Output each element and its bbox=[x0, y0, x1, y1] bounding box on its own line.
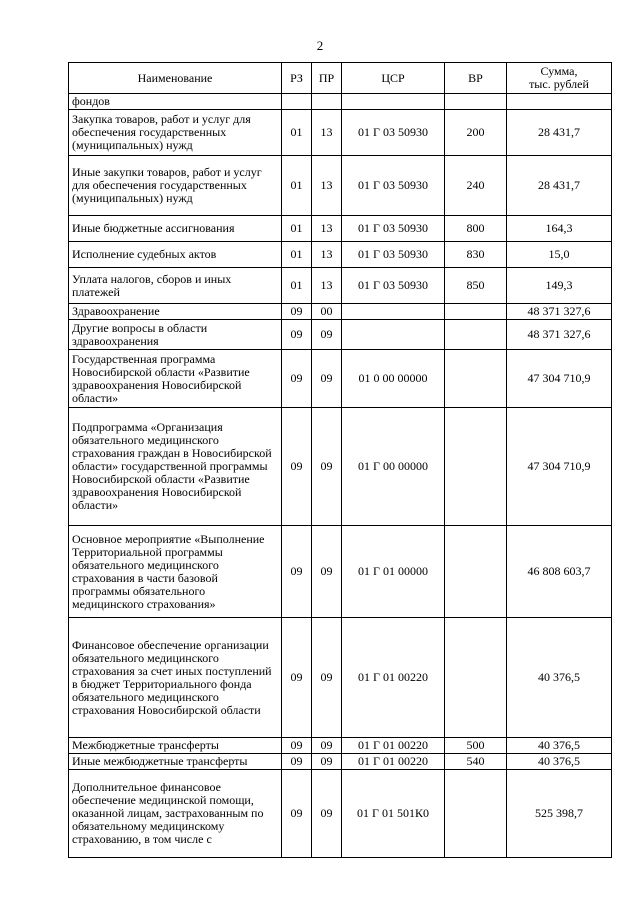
row-sum: 40 376,5 bbox=[507, 618, 612, 738]
table-row bbox=[69, 408, 612, 526]
row-name: Иные бюджетные ассигнования bbox=[69, 216, 282, 242]
row-pr: 09 bbox=[312, 526, 342, 618]
row-vr bbox=[445, 526, 507, 618]
row-pr: 09 bbox=[312, 738, 342, 754]
row-name: Здравоохранение bbox=[69, 304, 282, 320]
table-row bbox=[69, 320, 612, 350]
row-name: Исполнение судебных актов bbox=[69, 242, 282, 268]
budget-table bbox=[68, 62, 612, 858]
row-sum bbox=[507, 94, 612, 110]
row-name: Иные межбюджетные трансферты bbox=[69, 754, 282, 770]
header-vr: ВР bbox=[445, 63, 507, 94]
row-pr: 09 bbox=[312, 770, 342, 858]
table-row bbox=[69, 268, 612, 304]
row-sum: 48 371 327,6 bbox=[507, 320, 612, 350]
table-row bbox=[69, 618, 612, 738]
row-vr bbox=[445, 320, 507, 350]
row-sum: 47 304 710,9 bbox=[507, 408, 612, 526]
row-rz: 09 bbox=[282, 618, 312, 738]
row-sum: 15,0 bbox=[507, 242, 612, 268]
row-rz: 01 bbox=[282, 242, 312, 268]
row-rz: 09 bbox=[282, 320, 312, 350]
row-csr: 01 Г 01 00000 bbox=[342, 526, 445, 618]
row-sum: 28 431,7 bbox=[507, 156, 612, 216]
header-name: Наименование bbox=[69, 63, 282, 94]
row-vr: 830 bbox=[445, 242, 507, 268]
row-csr bbox=[342, 304, 445, 320]
table-row bbox=[69, 526, 612, 618]
row-sum: 40 376,5 bbox=[507, 738, 612, 754]
row-csr: 01 Г 01 00220 bbox=[342, 618, 445, 738]
row-csr: 01 Г 03 50930 bbox=[342, 110, 445, 156]
header-csr: ЦСР bbox=[342, 63, 445, 94]
table-row bbox=[69, 156, 612, 216]
table-row bbox=[69, 94, 612, 110]
header-rz: РЗ bbox=[282, 63, 312, 94]
row-name: Другие вопросы в области здравоохранения bbox=[69, 320, 282, 350]
row-csr: 01 Г 01 00220 bbox=[342, 754, 445, 770]
table-row bbox=[69, 738, 612, 754]
row-name: Уплата налогов, сборов и иных платежей bbox=[69, 268, 282, 304]
row-rz: 09 bbox=[282, 304, 312, 320]
row-sum: 525 398,7 bbox=[507, 770, 612, 858]
row-pr: 00 bbox=[312, 304, 342, 320]
row-pr: 09 bbox=[312, 350, 342, 408]
table-row bbox=[69, 242, 612, 268]
row-vr: 240 bbox=[445, 156, 507, 216]
row-name: Межбюджетные трансферты bbox=[69, 738, 282, 754]
row-pr: 09 bbox=[312, 408, 342, 526]
row-pr: 13 bbox=[312, 242, 342, 268]
row-sum: 28 431,7 bbox=[507, 110, 612, 156]
table-row bbox=[69, 350, 612, 408]
row-name: Дополнительное финансовое обеспечение медицинской помощи, оказанной лицам, застрахованным по обязательному медицинскому страхованию, в том числе с bbox=[69, 770, 282, 858]
row-csr bbox=[342, 94, 445, 110]
row-csr: 01 Г 01 00220 bbox=[342, 738, 445, 754]
row-rz: 09 bbox=[282, 754, 312, 770]
row-pr: 09 bbox=[312, 618, 342, 738]
row-rz: 09 bbox=[282, 770, 312, 858]
table-row bbox=[69, 754, 612, 770]
table-row bbox=[69, 216, 612, 242]
header-sum-line2: тыс. рублей bbox=[529, 77, 589, 91]
table-header-row bbox=[69, 63, 612, 94]
row-rz: 01 bbox=[282, 110, 312, 156]
row-name: Финансовое обеспечение организации обязательного медицинского страхования за счет иных поступлений в бюджет Территориального фонда обязательного медицинского страхования Новосибирской области bbox=[69, 618, 282, 738]
row-sum: 46 808 603,7 bbox=[507, 526, 612, 618]
row-csr: 01 Г 00 00000 bbox=[342, 408, 445, 526]
header-sum bbox=[507, 63, 612, 94]
row-sum: 47 304 710,9 bbox=[507, 350, 612, 408]
row-pr: 09 bbox=[312, 754, 342, 770]
header-pr: ПР bbox=[312, 63, 342, 94]
row-csr: 01 Г 01 501К0 bbox=[342, 770, 445, 858]
row-csr: 01 0 00 00000 bbox=[342, 350, 445, 408]
row-vr bbox=[445, 94, 507, 110]
row-csr: 01 Г 03 50930 bbox=[342, 156, 445, 216]
row-rz: 09 bbox=[282, 738, 312, 754]
row-vr bbox=[445, 350, 507, 408]
row-csr bbox=[342, 320, 445, 350]
row-csr: 01 Г 03 50930 bbox=[342, 268, 445, 304]
row-pr: 13 bbox=[312, 268, 342, 304]
row-vr bbox=[445, 618, 507, 738]
row-vr: 200 bbox=[445, 110, 507, 156]
row-rz: 01 bbox=[282, 156, 312, 216]
row-pr bbox=[312, 94, 342, 110]
row-sum: 164,3 bbox=[507, 216, 612, 242]
row-rz: 01 bbox=[282, 216, 312, 242]
row-name: Основное мероприятие «Выполнение Территориальной программы обязательного медицинского страхования в части базовой программы обязательного медицинского страхования» bbox=[69, 526, 282, 618]
row-vr bbox=[445, 770, 507, 858]
row-csr: 01 Г 03 50930 bbox=[342, 216, 445, 242]
row-pr: 09 bbox=[312, 320, 342, 350]
row-sum: 40 376,5 bbox=[507, 754, 612, 770]
row-pr: 13 bbox=[312, 156, 342, 216]
table-row bbox=[69, 770, 612, 858]
row-rz: 09 bbox=[282, 526, 312, 618]
header-sum-line1: Сумма, bbox=[540, 64, 578, 78]
row-rz: 09 bbox=[282, 408, 312, 526]
row-vr: 850 bbox=[445, 268, 507, 304]
row-rz: 09 bbox=[282, 350, 312, 408]
row-pr: 13 bbox=[312, 110, 342, 156]
row-name: Подпрограмма «Организация обязательного медицинского страхования граждан в Новосибирской области» государственной программы Новосибирской области «Развитие здравоохранения Новосибирской области» bbox=[69, 408, 282, 526]
row-rz: 01 bbox=[282, 268, 312, 304]
row-vr bbox=[445, 408, 507, 526]
row-pr: 13 bbox=[312, 216, 342, 242]
table-row bbox=[69, 304, 612, 320]
page-number: 2 bbox=[316, 38, 324, 53]
row-name: фондов bbox=[69, 94, 282, 110]
row-vr bbox=[445, 304, 507, 320]
row-sum: 149,3 bbox=[507, 268, 612, 304]
row-vr: 800 bbox=[445, 216, 507, 242]
row-sum: 48 371 327,6 bbox=[507, 304, 612, 320]
row-csr: 01 Г 03 50930 bbox=[342, 242, 445, 268]
row-vr: 540 bbox=[445, 754, 507, 770]
row-name: Иные закупки товаров, работ и услуг для обеспечения государственных (муниципальных) нужд bbox=[69, 156, 282, 216]
table-row bbox=[69, 110, 612, 156]
row-name: Закупка товаров, работ и услуг для обеспечения государственных (муниципальных) нужд bbox=[69, 110, 282, 156]
row-name: Государственная программа Новосибирской области «Развитие здравоохранения Новосибирской области» bbox=[69, 350, 282, 408]
row-rz bbox=[282, 94, 312, 110]
row-vr: 500 bbox=[445, 738, 507, 754]
